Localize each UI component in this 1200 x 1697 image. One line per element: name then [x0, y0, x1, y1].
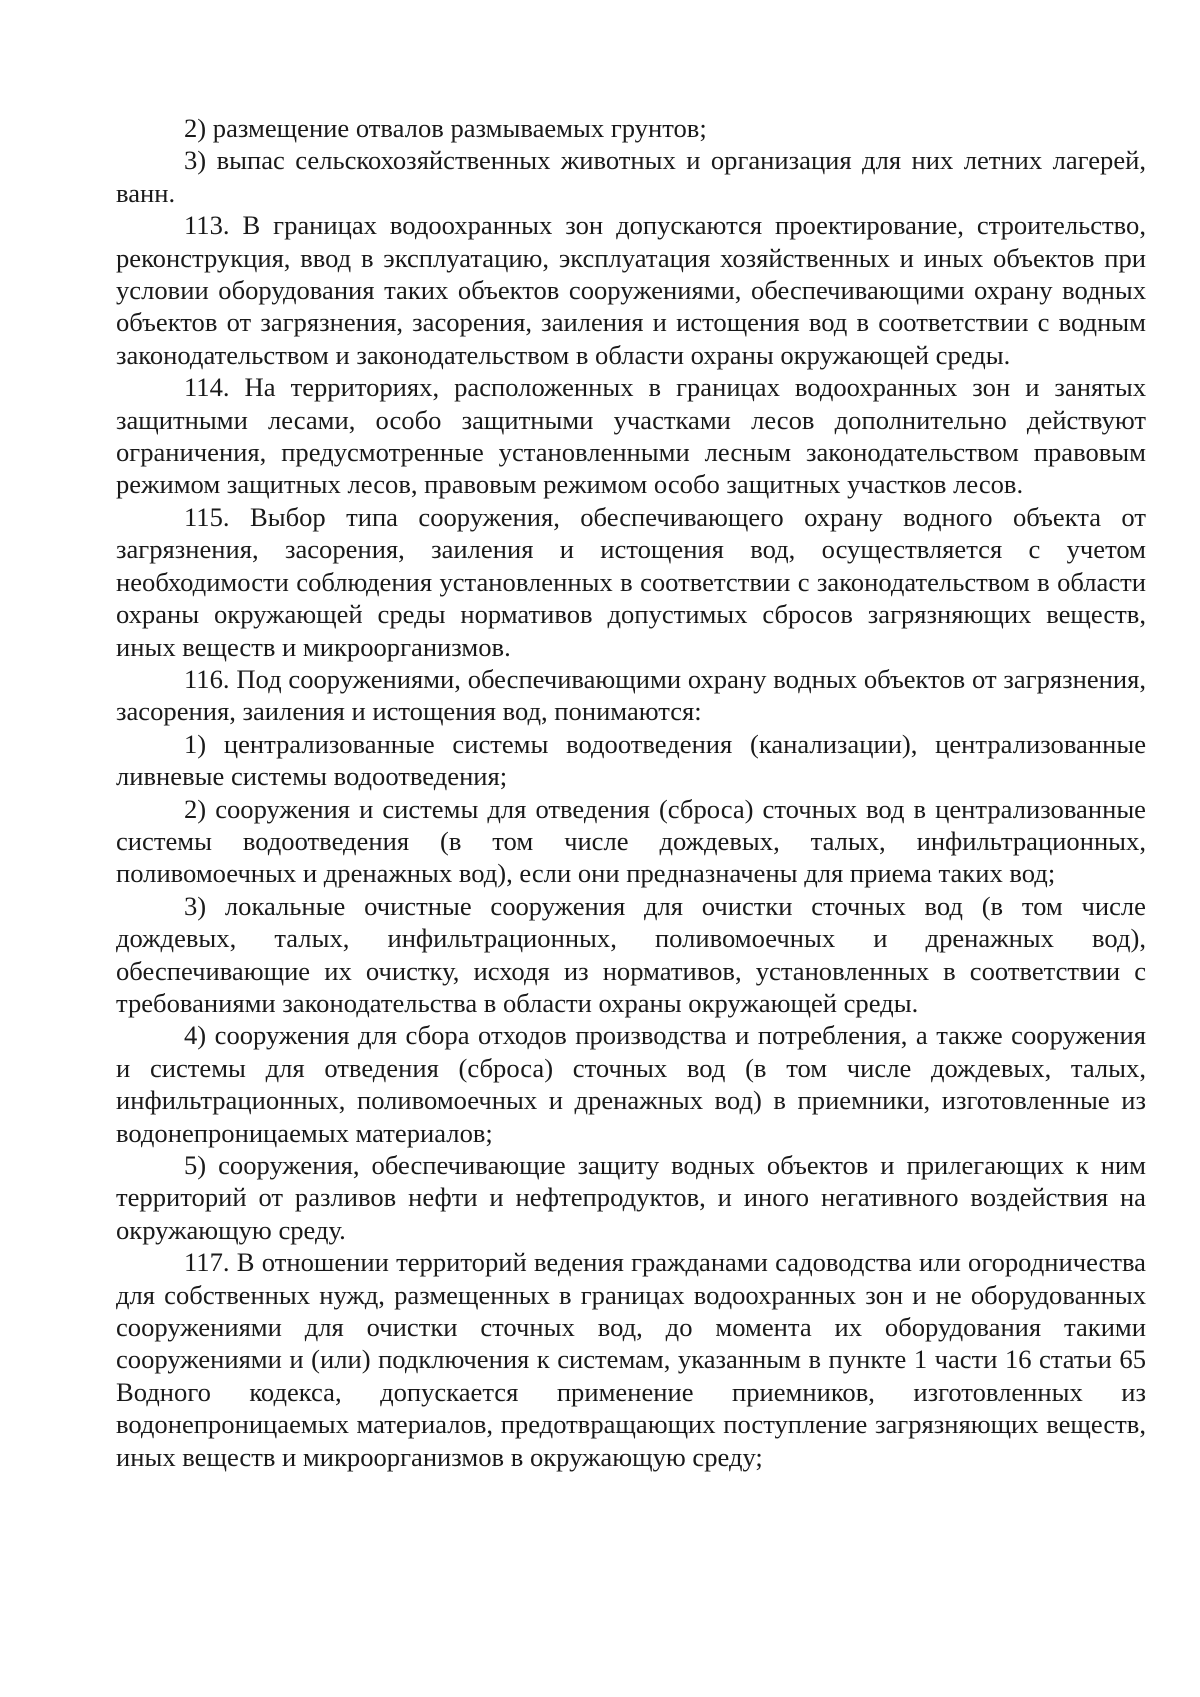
paragraph-113: 113. В границах водоохранных зон допускаются проектирование, строительство, реконструкция, ввод в эксплуатацию, эксплуатация хозяйственных и иных объектов при условии оборудования таких объектов сооружениями, обеспечивающими охрану водных объектов от загрязнения, засорения, заиления и истощения вод в соответствии с водным законодательством и законодательством в области охраны окружающей среды.	[116, 210, 1146, 370]
paragraph-item-2: 2) размещение отвалов размываемых грунтов;	[184, 113, 707, 143]
paragraph-116-item-3: 3) локальные очистные сооружения для очистки сточных вод (в том числе дождевых, талых, инфильтрационных, поливомоечных и дренажных вод), обеспечивающие их очистку, исходя из нормативов, установленных в соответствии с требованиями законодательства в области охраны окружающей среды.	[116, 890, 1146, 1018]
paragraph-116: 116. Под сооружениями, обеспечивающими охрану водных объектов от загрязнения, засорения, заиления и истощения вод, понимаются:	[116, 663, 1146, 727]
paragraph-116-item-5: 5) сооружения, обеспечивающие защиту водных объектов и прилегающих к ним территорий от разливов нефти и нефтепродуктов, и иного негативного воздействия на окружающую среду.	[116, 1150, 1146, 1245]
paragraph-115: 115. Выбор типа сооружения, обеспечивающего охрану водного объекта от загрязнения, засорения, заиления и истощения вод, осуществляется с учетом необходимости соблюдения установленных в соответствии с законодательством в области охраны окружающей среды нормативов допустимых сбросов загрязняющих веществ, иных веществ и микроорганизмов.	[116, 501, 1146, 662]
paragraph-116-item-4: 4) сооружения для сбора отходов производства и потребления, а также сооружения и системы для отведения (сброса) сточных вод (в том числе дождевых, талых, инфильтрационных, поливомоечных и дренажных вод) в приемники, изготовленные из водонепроницаемых материалов;	[116, 1020, 1146, 1148]
paragraph-117: 117. В отношении территорий ведения гражданами садоводства или огородничества для собственных нужд, размещенных в границах водоохранных зон и не оборудованных сооружениями для очистки сточных вод, до момента их оборудования такими сооружениями и (или) подключения к системам, указанным в пункте 1 части 16 статьи 65 Водного кодекса, допускается применение приемников, изготовленных из водонепроницаемых материалов, предотвращающих поступление загрязняющих веществ, иных веществ и микроорганизмов в окружающую среду;	[116, 1247, 1146, 1472]
paragraph-item-3: 3) выпас сельскохозяйственных животных и организация для них летних лагерей, ванн.	[116, 145, 1146, 208]
paragraph-114: 114. На территориях, расположенных в границах водоохранных зон и занятых защитными лесами, особо защитными участками лесов дополнительно действуют ограничения, предусмотренные установленными лесным законодательством правовым режимом защитных лесов, правовым режимом особо защитных участков лесов.	[116, 372, 1146, 500]
paragraph-116-item-1: 1) централизованные системы водоотведения (канализации), централизованные ливневые системы водоотведения;	[116, 728, 1146, 792]
paragraph-116-item-2: 2) сооружения и системы для отведения (сброса) сточных вод в централизованные системы водоотведения (в том числе дождевых, талых, инфильтрационных, поливомоечных и дренажных вод), если они предназначены для приема таких вод;	[116, 793, 1146, 889]
document-page	[116, 112, 1146, 1473]
